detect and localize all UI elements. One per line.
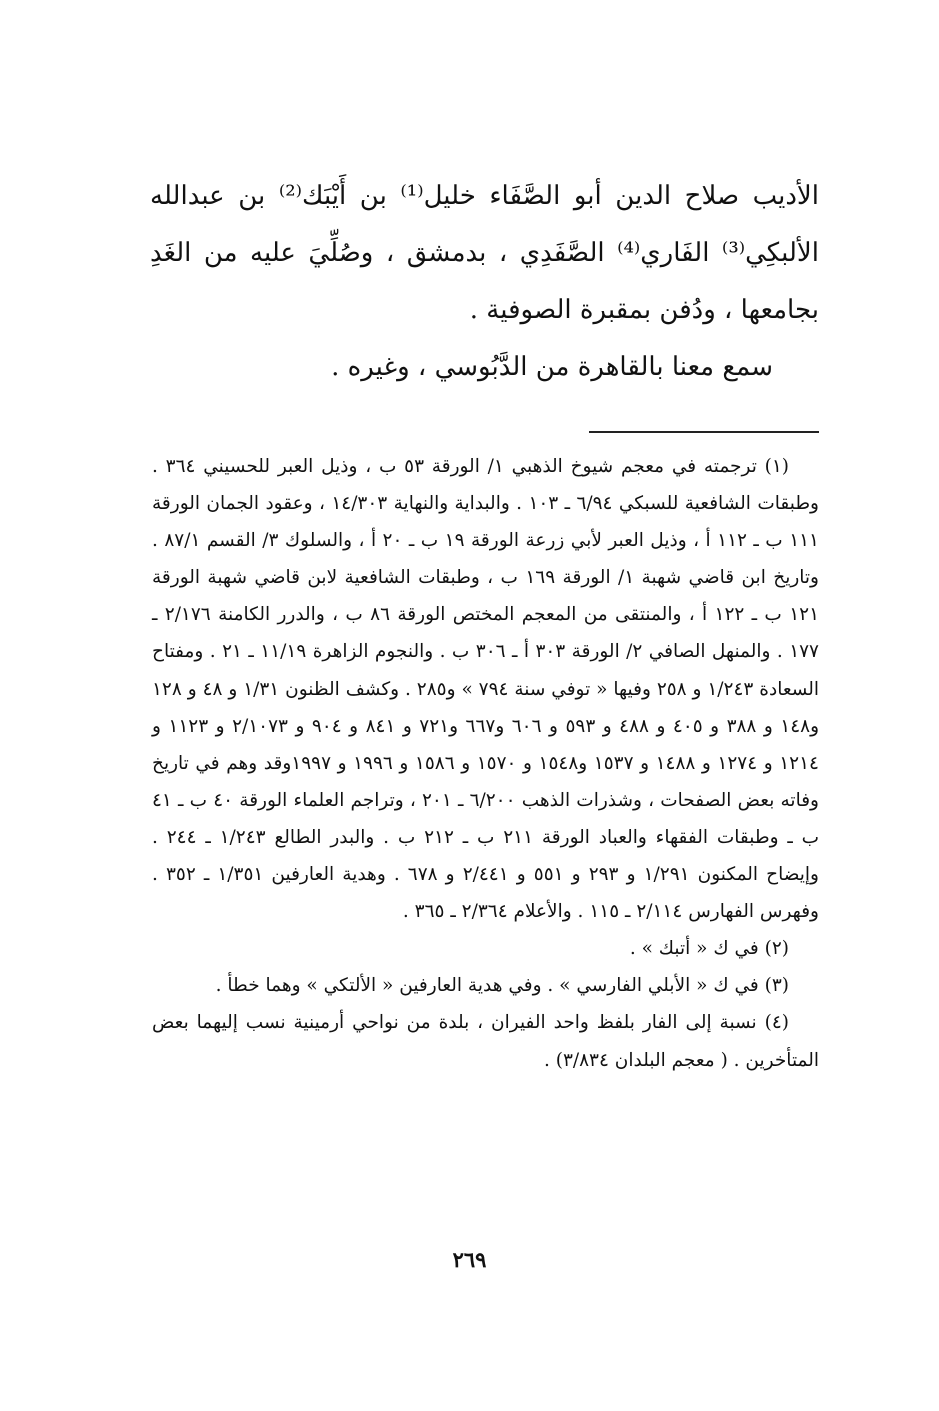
- page-number: ٢٦٩: [452, 1247, 487, 1272]
- footnote-1: (١) ترجمته في معجم شيوخ الذهبي ١/ الورقة ٥٣ ب ، وذيل العبر للحسيني ٣٦٤ . وطبقات الشافعية للسبكي ٦/٩٤ ـ ١٠٣ . والبداية والنهاية ١٤/٣٠٣ ، وعقود الجمان الورقة ١١١ ب ـ ١١٢ أ ، وذيل العبر لأبي زرعة الورقة ١٩ ب ـ ٢٠ أ ، والسلوك ٣/ القسم ٨٧/١ . وتاريخ ابن قاضي شهبة ١/ الورقة ١٦٩ ب ، وطبقات الشافعية لابن قاضي شهبة الورقة ١٢١ ب ـ ١٢٢ أ ، والمنتقى من المعجم المختص الورقة ٨٦ ب ، والدرر الكامنة ٢/١٧٦ ـ ١٧٧ . والمنهل الصافي ٢/ الورقة ٣٠٣ أ ـ ٣٠٦ ب . والنجوم الزاهرة ١١/١٩ ـ ٢١ . ومفتاح السعادة ١/٢٤٣ و ٢٥٨ وفيها « توفي سنة ٧٩٤ » و٢٨٥ . وكشف الظنون ١/٣١ و ٤٨ و ١٢٨ و١٤٨ و ٣٨٨ و ٤٠٥ و ٤٨٨ و ٥٩٣ و ٦٠٦ و٦٦٧ و٧٢١ و ٨٤١ و ٩٠٤ و ٢/١٠٧٣ و ١١٢٣ و ١٢١٤ و ١٢٧٤ و ١٤٨٨ و ١٥٣٧ و١٥٤٨ و ١٥٧٠ و ١٥٨٦ و ١٩٩٦ و ١٩٩٧وقد وهم في تاريخ وفاته بعض الصفحات ، وشذرات الذهب ٦/٢٠٠ ـ ٢٠١ ، وتراجم العلماء الورقة ٤٠ ب ـ ٤١ ب ـ وطبقات الفقهاء والعباد الورقة ٢١١ ب ـ ٢١٢ ب . والبدر الطالع ١/٢٤٣ ـ ٢٤٤ . وإيضاح المكنون ١/٢٩١ و ٢٩٣ و ٥٥١ و ٢/٤٤١ و ٦٧٨ . وهدية العارفين ١/٣٥١ ـ ٣٥٢ . وفهرس الفهارس ٢/١١٤ ـ ١١٥ . والأعلام ٢/٣٦٤ ـ ٣٦٥ .: [152, 456, 820, 923]
- footnotes: [152, 448, 819, 1079]
- footnote-2: (٢) في ك « أتبك » .: [629, 938, 789, 960]
- footnote-separator: [589, 431, 819, 433]
- footnote-4: (٤) نسبة إلى الفار بلفظ واحد الفيران ، بلدة من نواحي أرمينية نسب إليهما بعض المتأخرين . ( معجم البلدان ٣/٨٣٤) .: [152, 1012, 819, 1071]
- main-text: [150, 168, 819, 396]
- footnote-3: (٣) في ك « الأبلي الفارسي » . وفي هدية العارفين « الألتكي » وهما خطأ .: [215, 975, 789, 997]
- biography-paragraph: الأديب صلاح الدين أبو الصَّفَاء خليل⁽¹⁾ بن أَيْبَك⁽²⁾ بن عبدالله الألبكِي⁽³⁾ الفَاري⁽⁴⁾ الصَّفَدِي ، بدمشق ، وصُلِّيَ عليه من الغَدِ بجامعها ، ودُفن بمقبرة الصوفية .: [150, 181, 819, 325]
- study-paragraph: سمع معنا بالقاهرة من الدَّبُوسي ، وغيره .: [331, 352, 773, 382]
